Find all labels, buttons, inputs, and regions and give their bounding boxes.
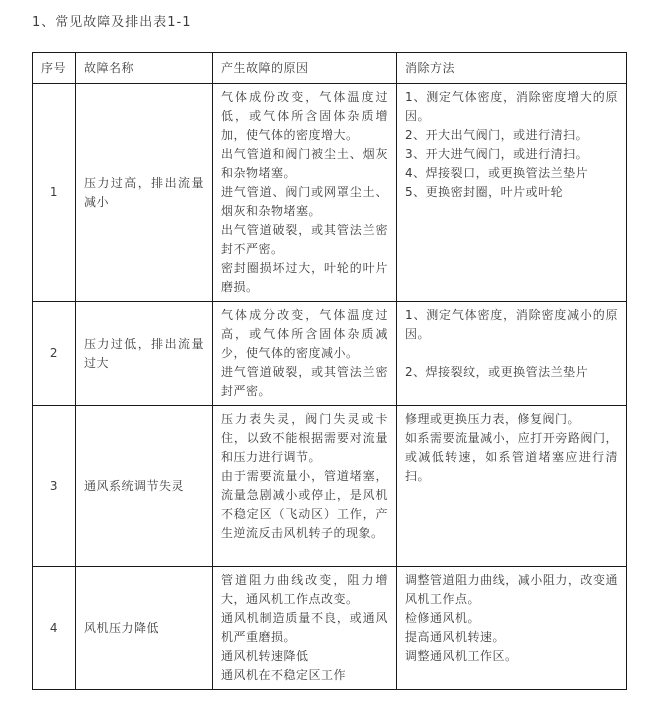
cell-paragraph: 修理或更换压力表，修复阀门。 <box>405 412 581 426</box>
cell-cause <box>213 406 397 567</box>
cell-paragraph: 管道阻力曲线改变，阻力增大，通风机工作点改变。 <box>221 573 388 606</box>
cell-remedy <box>397 406 627 567</box>
cell-fault-name: 压力过低，排出流量过大 <box>76 302 213 406</box>
cell-cause <box>213 84 397 302</box>
cell-remedy <box>397 84 627 302</box>
cell-paragraph: 压力表失灵，阀门失灵或卡住，以致不能根据需要对流量和压力进行调节。 <box>221 412 388 464</box>
col-header-serial-no: 序号 <box>33 53 76 84</box>
cell-paragraph: 1、测定气体密度，消除密度增大的原因。 <box>405 90 618 123</box>
cell-paragraph: 出气管道破裂，或其管法兰密封不严密。 <box>221 223 388 256</box>
cell-paragraph: 出气管道和阀门被尘土、烟灰和杂物堵塞。 <box>221 147 388 180</box>
cell-fault-name: 通风系统调节失灵 <box>76 406 213 567</box>
cell-serial-no: 1 <box>33 84 76 302</box>
cell-paragraph: 检修通风机。 <box>405 611 481 625</box>
cell-paragraph: 如系需要流量减小，应打开旁路阀门，或减低转速，如系管道堵塞应进行清扫。 <box>405 431 618 483</box>
cell-paragraph: 由于需要流量小，管道堵塞，流量急剧减小或停止，是风机不稳定区（飞动区）工作，产生逆流反击风机转子的现象。 <box>221 469 388 540</box>
cell-fault-name: 压力过高，排出流量减小 <box>76 84 213 302</box>
cell-paragraph: 2、焊接裂纹，或更换管法兰垫片 <box>405 365 589 379</box>
cell-paragraph: 进气管道破裂，或其管法兰密封严密。 <box>221 365 388 398</box>
cell-remedy <box>397 302 627 406</box>
fault-troubleshooting-table <box>32 52 627 690</box>
cell-paragraph: 通风机制造质量不良，或通风机严重磨损。 <box>221 611 388 644</box>
cell-serial-no: 3 <box>33 406 76 567</box>
cell-cause <box>213 567 397 690</box>
cell-paragraph: 通风机转速降低 <box>221 649 309 663</box>
cell-paragraph: 密封圈损坏过大，叶轮的叶片磨损。 <box>221 261 388 294</box>
cell-paragraph: 调整通风机工作区。 <box>405 649 518 663</box>
col-header-remedy: 消除方法 <box>397 53 627 84</box>
table-header-row <box>33 53 627 84</box>
page-title: 1、常见故障及排出表1-1 <box>32 15 192 30</box>
cell-remedy <box>397 567 627 690</box>
cell-paragraph: 调整管道阻力曲线，减小阻力，改变通风机工作点。 <box>405 573 618 606</box>
cell-paragraph: 2、开大出气阀门，或进行清扫。 <box>405 128 589 142</box>
cell-paragraph: 5、更换密封圈，叶片或叶轮 <box>405 185 564 199</box>
cell-paragraph: 气体成分改变，气体温度过高，或气体所含固体杂质减少，使气体的密度减小。 <box>221 308 388 360</box>
cell-paragraph: 4、焊接裂口，或更换管法兰垫片 <box>405 166 589 180</box>
cell-serial-no: 4 <box>33 567 76 690</box>
cell-paragraph: 3、开大进气阀门，或进行清扫。 <box>405 147 589 161</box>
col-header-fault-name: 故障名称 <box>76 53 213 84</box>
cell-serial-no: 2 <box>33 302 76 406</box>
table-row <box>33 84 627 302</box>
table-row <box>33 302 627 406</box>
cell-paragraph <box>405 344 618 363</box>
cell-cause <box>213 302 397 406</box>
table-row <box>33 567 627 690</box>
cell-fault-name: 风机压力降低 <box>76 567 213 690</box>
cell-paragraph: 提高通风机转速。 <box>405 630 506 644</box>
table-row <box>33 406 627 567</box>
col-header-cause: 产生故障的原因 <box>213 53 397 84</box>
cell-paragraph: 气体成份改变，气体温度过低，或气体所含固体杂质增加，使气体的密度增大。 <box>221 90 388 142</box>
cell-paragraph: 通风机在不稳定区工作 <box>221 668 347 682</box>
cell-paragraph: 进气管道、阀门或网罩尘土、烟灰和杂物堵塞。 <box>221 185 388 218</box>
cell-paragraph: 1、测定气体密度，消除密度减小的原因。 <box>405 308 618 341</box>
